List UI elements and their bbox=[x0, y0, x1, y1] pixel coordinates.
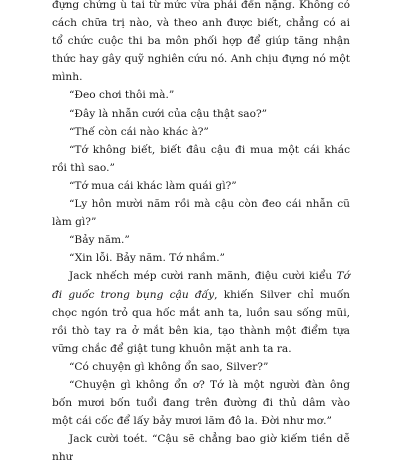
text-segment: “Tớ không biết, biết đâu cậu đi mua một cái khác rồi thì sao.” bbox=[52, 143, 350, 174]
body-paragraph bbox=[52, 430, 350, 466]
body-paragraph bbox=[52, 86, 350, 104]
body-paragraph bbox=[52, 0, 350, 86]
body-paragraph bbox=[52, 123, 350, 141]
text-segment: “Đây là nhẫn cưới của cậu thật sao?” bbox=[69, 107, 268, 120]
text-segment: Jack nhếch mép cười ranh mãnh, điệu cười kiểu bbox=[69, 270, 337, 283]
text-segment: “Đeo chơi thôi mà.” bbox=[69, 89, 175, 102]
body-paragraph bbox=[52, 231, 350, 249]
body-paragraph bbox=[52, 358, 350, 376]
text-segment: “Chuyện gì không ổn ơ? Tớ là một người đàn ông bốn mươi bốn tuổi đang trên đường đi thủ dâm vào một cái cốc để lấy bảy mươi lăm đô la. Đời như mơ.” bbox=[52, 378, 350, 428]
text-segment: , khiến Silver chỉ muốn chọc ngón trỏ qua hốc mắt anh ta, luồn sau sống mũi, rồi thò tay ra ở mắt bên kia, tạo thành một điểm tựa vững chắc để giật tung khuôn mặt anh ta ra. bbox=[52, 288, 350, 355]
body-paragraph bbox=[52, 249, 350, 267]
text-segment: “Có chuyện gì không ổn sao, Silver?” bbox=[69, 360, 269, 373]
body-paragraph bbox=[52, 195, 350, 231]
text-segment: Jack cười toét. “Cậu sẽ chẳng bao giờ kiếm tiền dễ như bbox=[52, 433, 350, 464]
body-paragraph bbox=[52, 267, 350, 357]
text-segment: “Tớ mua cái khác làm quái gì?” bbox=[69, 179, 237, 192]
text-segment: đựng chứng ù tai từ mức vừa phải đến nặng. Không có cách chữa trị nào, và theo anh được biết, chẳng có ai tổ chức cuộc thi ba môn phối hợp để giúp tăng nhận thức hay gây quỹ nghiên cứu nó. Anh chịu đựng nó một mình. bbox=[52, 0, 350, 84]
text-segment: “Xin lỗi. Bảy năm. Tớ nhầm.” bbox=[69, 252, 225, 265]
body-paragraph bbox=[52, 376, 350, 430]
body-paragraph bbox=[52, 177, 350, 195]
body-paragraph bbox=[52, 105, 350, 123]
text-segment: “Bảy năm.” bbox=[69, 234, 130, 247]
text-segment: “Thế còn cái nào khác à?” bbox=[69, 125, 209, 138]
text-segment: “Ly hôn mười năm rồi mà cậu còn đeo cái nhẫn cũ làm gì?” bbox=[52, 198, 350, 229]
italic-text-segment: Tớ đi guốc trong bụng cậu đấy bbox=[52, 270, 350, 301]
body-paragraph bbox=[52, 141, 350, 177]
